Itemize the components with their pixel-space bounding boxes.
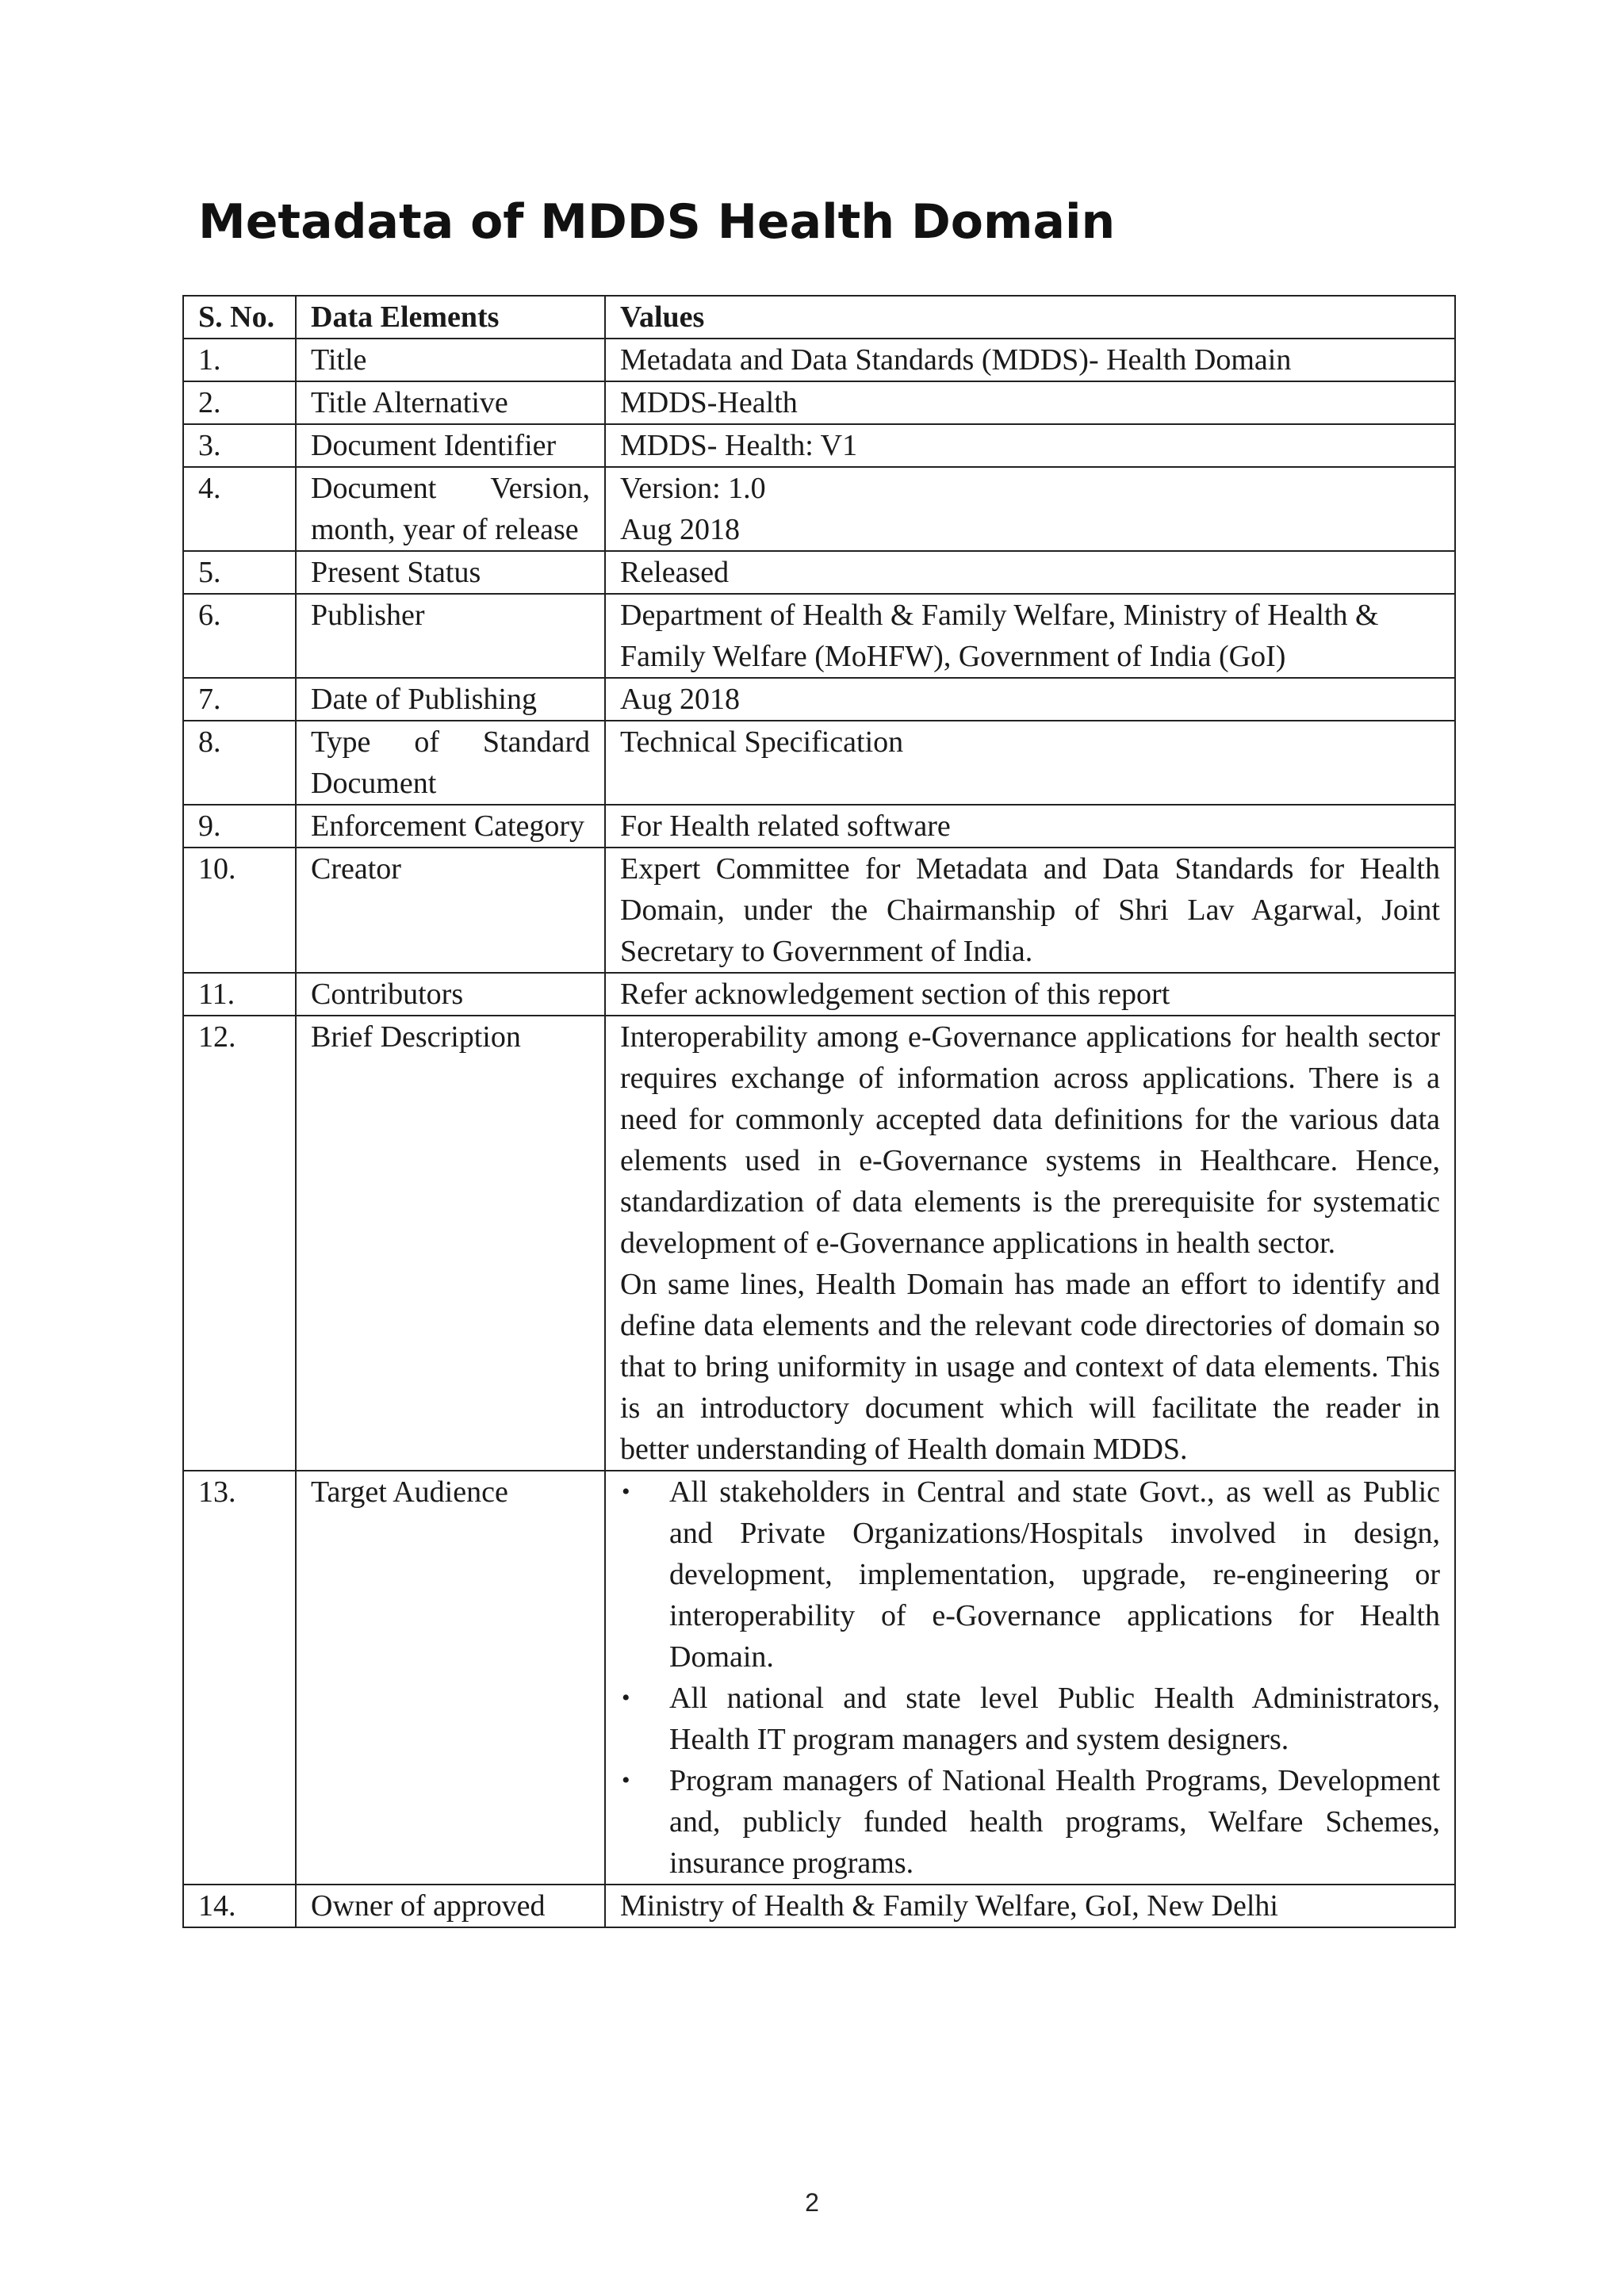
row-value: Department of Health & Family Welfare, Ministry of Health & Family Welfare (MoHFW), Government of India (GoI) xyxy=(605,594,1455,678)
table-row xyxy=(183,973,1455,1016)
list-item xyxy=(622,1760,1440,1884)
bullet-icon: • xyxy=(622,1479,630,1505)
page-number: 2 xyxy=(805,2188,819,2217)
row-number: 9. xyxy=(183,805,296,848)
audience-list xyxy=(620,1471,1440,1884)
table-row xyxy=(183,721,1455,805)
row-number: 12. xyxy=(183,1016,296,1471)
table-row xyxy=(183,381,1455,424)
row-number: 7. xyxy=(183,678,296,721)
table-row xyxy=(183,594,1455,678)
table-row xyxy=(183,424,1455,467)
row-number: 10. xyxy=(183,848,296,973)
row-number: 1. xyxy=(183,339,296,381)
description-paragraph: Interoperability among e-Governance applications for health sector requires exchange of information across applications. There is a need for commonly accepted data definitions for the various data elements used in e-Governance systems in Healthcare. Hence, standardization of data elements is the prerequisite for systematic development of e-Governance applications in health sector. xyxy=(620,1020,1440,1260)
row-value: Ministry of Health & Family Welfare, GoI, New Delhi xyxy=(605,1885,1455,1927)
row-value: MDDS- Health: V1 xyxy=(605,424,1455,467)
table-row xyxy=(183,678,1455,721)
row-number: 8. xyxy=(183,721,296,805)
table-row xyxy=(183,848,1455,973)
row-element: Creator xyxy=(296,848,605,973)
row-element: Brief Description xyxy=(296,1016,605,1471)
table-row xyxy=(183,467,1455,551)
release-date-line: Aug 2018 xyxy=(620,513,740,546)
row-number: 14. xyxy=(183,1885,296,1927)
row-element: Title Alternative xyxy=(296,381,605,424)
row-value: MDDS-Health xyxy=(605,381,1455,424)
row-value xyxy=(605,467,1455,551)
row-value: For Health related software xyxy=(605,805,1455,848)
list-item xyxy=(622,1471,1440,1678)
row-element: Enforcement Category xyxy=(296,805,605,848)
row-element: Type of Standard Document xyxy=(296,721,605,805)
table-row xyxy=(183,339,1455,381)
row-number: 4. xyxy=(183,467,296,551)
row-element: Present Status xyxy=(296,551,605,594)
table-row xyxy=(183,805,1455,848)
row-element: Contributors xyxy=(296,973,605,1016)
row-value: Technical Specification xyxy=(605,721,1455,805)
row-number: 2. xyxy=(183,381,296,424)
row-value: Metadata and Data Standards (MDDS)- Health Domain xyxy=(605,339,1455,381)
bullet-icon: • xyxy=(622,1685,630,1711)
row-element: Document Version, month, year of release xyxy=(296,467,605,551)
metadata-table xyxy=(182,295,1456,1928)
row-value: Aug 2018 xyxy=(605,678,1455,721)
row-element: Target Audience xyxy=(296,1471,605,1885)
table-header-row xyxy=(183,296,1455,339)
row-number: 6. xyxy=(183,594,296,678)
version-line: Version: 1.0 xyxy=(620,472,766,505)
header-sno: S. No. xyxy=(183,296,296,339)
table-row xyxy=(183,551,1455,594)
row-element: Date of Publishing xyxy=(296,678,605,721)
row-number: 3. xyxy=(183,424,296,467)
row-element: Owner of approved xyxy=(296,1885,605,1927)
bullet-icon: • xyxy=(622,1767,630,1793)
header-data-elements: Data Elements xyxy=(296,296,605,339)
table-row xyxy=(183,1016,1455,1471)
row-number: 5. xyxy=(183,551,296,594)
row-value: Released xyxy=(605,551,1455,594)
list-item-text: All stakeholders in Central and state Govt., as well as Public and Private Organizations/Hospitals involved in design, development, implementation, upgrade, re-engineering or interoperability of e-Governance applications for Health Domain. xyxy=(669,1475,1440,1674)
row-element: Title xyxy=(296,339,605,381)
row-number: 13. xyxy=(183,1471,296,1885)
row-element: Publisher xyxy=(296,594,605,678)
page-title: Metadata of MDDS Health Domain xyxy=(198,194,1116,250)
list-item xyxy=(622,1678,1440,1760)
row-value xyxy=(605,1016,1455,1471)
row-number: 11. xyxy=(183,973,296,1016)
row-value xyxy=(605,1471,1455,1885)
header-values: Values xyxy=(605,296,1455,339)
list-item-text: All national and state level Public Health Administrators, Health IT program managers and system designers. xyxy=(669,1682,1440,1756)
row-element: Document Identifier xyxy=(296,424,605,467)
row-value: Refer acknowledgement section of this report xyxy=(605,973,1455,1016)
list-item-text: Program managers of National Health Programs, Development and, publicly funded health programs, Welfare Schemes, insurance programs. xyxy=(669,1764,1440,1880)
table-row xyxy=(183,1471,1455,1885)
table-row xyxy=(183,1885,1455,1927)
description-paragraph: On same lines, Health Domain has made an effort to identify and define data elements and the relevant code directories of domain so that to bring uniformity in usage and context of data elements. This is an introductory document which will facilitate the reader in better understanding of Health domain MDDS. xyxy=(620,1268,1440,1466)
row-value: Expert Committee for Metadata and Data Standards for Health Domain, under the Chairmanship of Shri Lav Agarwal, Joint Secretary to Government of India. xyxy=(605,848,1455,973)
